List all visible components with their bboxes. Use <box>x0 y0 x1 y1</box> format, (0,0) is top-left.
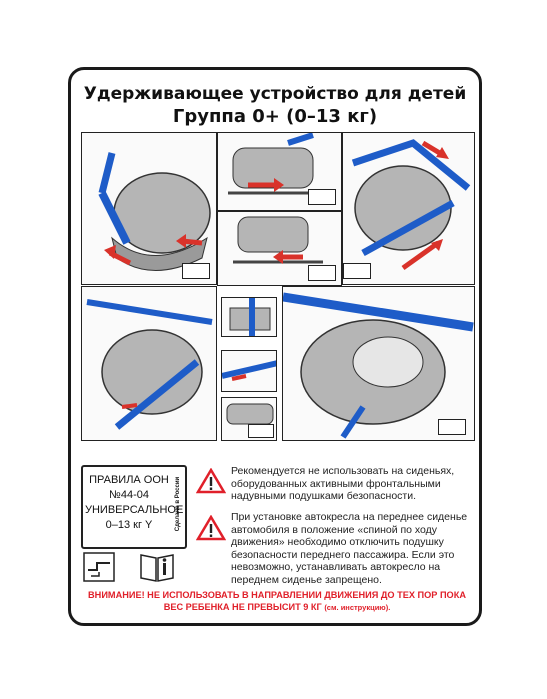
illustration-panel-6c <box>221 397 277 441</box>
footer-main-text: ВНИМАНИЕ! НЕ ИСПОЛЬЗОВАТЬ В НАПРАВЛЕНИИ ДВИЖЕНИЯ ДО ТЕХ ПОР ПОКА ВЕС РЕБЕНКА НЕ ПРЕВЫСИТ 9 КГ <box>88 590 466 612</box>
car-icon <box>343 263 371 279</box>
illustration-panel-7 <box>282 286 475 441</box>
belt-clip-detail <box>222 298 277 337</box>
seat-rear-facing-illustration <box>283 287 475 441</box>
car-icon <box>308 189 336 205</box>
instruction-card <box>68 67 482 626</box>
rear-facing-warning-text: При установке автокресла на переднее сиденье автомобиля в положение «спиной по ходу движения» необходимо отключить подушку безопасности переднего пассажира. Если это невозможно, устанавливать автокресло на переднем сиденье запрещено. <box>231 511 468 586</box>
illustration-panel-3 <box>217 211 342 286</box>
title-line-1: Удерживающее устройство для детей <box>83 84 467 104</box>
illustration-panel-2 <box>217 132 342 211</box>
belt-buckle-detail <box>222 351 277 392</box>
illustration-panel-5 <box>81 286 217 441</box>
car-icon <box>438 419 466 435</box>
regulation-line-2: №44-04 <box>109 489 149 501</box>
made-in-russia-label: Сделано в России <box>175 476 181 532</box>
manual-info-icon <box>139 551 175 583</box>
seat-in-car-illustration <box>82 287 217 441</box>
regulation-line-1: ПРАВИЛА ООН <box>89 474 169 486</box>
car-icon <box>248 424 274 438</box>
regulation-line-3: УНИВЕРСАЛЬНОЕ <box>85 504 184 516</box>
warning-triangle-icon <box>196 515 226 541</box>
airbag-warning-text: Рекомендуется не использовать на сиденьях, оборудованных активными фронтальными надувными подушками безопасности. <box>231 465 455 503</box>
warning-triangle-icon <box>196 468 226 494</box>
illustration-panel-4 <box>342 132 475 285</box>
regulation-line-4: 0–13 кг Y <box>105 519 153 531</box>
illustration-panel-6b <box>221 350 277 392</box>
car-icon <box>182 263 210 279</box>
footer-note-text: (см. инструкцию). <box>324 603 391 612</box>
pointing-hand-icon <box>83 552 115 582</box>
footer-warning <box>79 589 475 614</box>
illustration-panel-1 <box>81 132 217 285</box>
car-icon <box>308 265 336 281</box>
title-line-2: Группа 0+ (0–13 кг) <box>172 106 378 127</box>
illustration-panel-6a <box>221 297 277 337</box>
regulation-box <box>81 465 187 549</box>
